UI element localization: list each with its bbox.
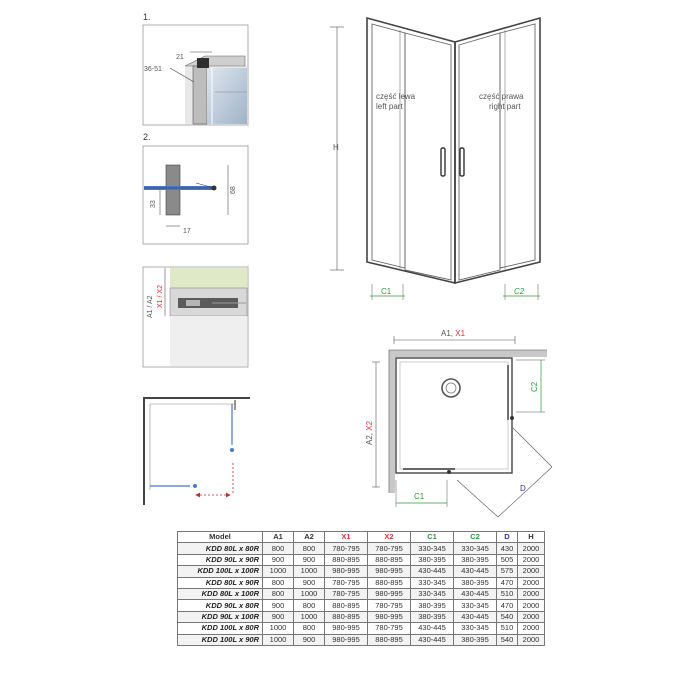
table-cell-c2: 430-445 — [454, 588, 497, 599]
table-cell-c2: 330-345 — [454, 543, 497, 554]
table-cell-c2: 330-345 — [454, 623, 497, 634]
table-cell-a1: 900 — [263, 611, 294, 622]
table-cell-x2: 980-995 — [368, 566, 411, 577]
header-a1: A1 — [263, 532, 294, 543]
table-cell-c2: 380-395 — [454, 577, 497, 588]
table-cell-c1: 330-345 — [411, 588, 454, 599]
table-header-row — [178, 532, 545, 543]
step-2-label: 2. — [143, 132, 151, 142]
table-row — [178, 577, 545, 588]
table-cell-a1: 1000 — [263, 566, 294, 577]
header-model: Model — [178, 532, 263, 543]
left-part-pl: część lewa — [376, 92, 416, 101]
table-row — [178, 634, 545, 645]
detail-4-panel — [143, 398, 250, 505]
table-cell-model: KDD 80L x 90R — [178, 577, 263, 588]
front-view — [330, 18, 540, 300]
table-cell-c1: 380-395 — [411, 554, 454, 565]
table-cell-model: KDD 100L x 80R — [178, 623, 263, 634]
table-cell-a2: 900 — [294, 634, 325, 645]
table-row — [178, 623, 545, 634]
table-cell-x2: 980-995 — [368, 611, 411, 622]
table-cell-model: KDD 90L x 80R — [178, 600, 263, 611]
right-part-en: right part — [489, 102, 521, 111]
table-cell-c1: 380-395 — [411, 600, 454, 611]
header-d: D — [497, 532, 518, 543]
table-cell-c2: 430-445 — [454, 611, 497, 622]
table-cell-x2: 880-895 — [368, 554, 411, 565]
header-h: H — [518, 532, 545, 543]
table-cell-a1: 1000 — [263, 634, 294, 645]
table-cell-model: KDD 100L x 90R — [178, 634, 263, 645]
table-cell-h: 2000 — [518, 566, 545, 577]
dim-33: 33 — [150, 200, 157, 208]
table-cell-x2: 880-895 — [368, 577, 411, 588]
table-cell-a2: 800 — [294, 600, 325, 611]
table-row — [178, 566, 545, 577]
table-cell-x1: 980-995 — [325, 623, 368, 634]
table-cell-d: 470 — [497, 577, 518, 588]
table-cell-model: KDD 80L x 80R — [178, 543, 263, 554]
label-a1-a2: A1 / A2 — [147, 295, 154, 318]
dim-36-51: 36-51 — [144, 66, 162, 73]
table-cell-d: 575 — [497, 566, 518, 577]
plan-c1-label: C1 — [414, 492, 425, 501]
table-cell-a1: 800 — [263, 543, 294, 554]
table-cell-h: 2000 — [518, 600, 545, 611]
right-part-pl: część prawa — [479, 92, 524, 101]
table-cell-x1: 980-995 — [325, 566, 368, 577]
height-label: H — [333, 143, 339, 152]
table-cell-a2: 800 — [294, 623, 325, 634]
table-cell-model: KDD 100L x 100R — [178, 566, 263, 577]
table-cell-h: 2000 — [518, 577, 545, 588]
table-cell-h: 2000 — [518, 588, 545, 599]
plan-c2-label: C2 — [530, 381, 539, 392]
table-cell-c1: 330-345 — [411, 577, 454, 588]
table-row — [178, 554, 545, 565]
header-c1: C1 — [411, 532, 454, 543]
table-cell-a1: 800 — [263, 588, 294, 599]
step-1-label: 1. — [143, 12, 151, 22]
plan-top-label: A1, X1 — [441, 329, 466, 338]
table-cell-c2: 430-445 — [454, 566, 497, 577]
table-cell-a1: 800 — [263, 577, 294, 588]
plan-view — [365, 329, 552, 517]
table-cell-a1: 900 — [263, 554, 294, 565]
table-cell-d: 540 — [497, 611, 518, 622]
table-cell-a2: 1000 — [294, 611, 325, 622]
table-cell-c1: 430-445 — [411, 566, 454, 577]
table-cell-a2: 1000 — [294, 566, 325, 577]
table-cell-d: 505 — [497, 554, 518, 565]
table-cell-h: 2000 — [518, 611, 545, 622]
table-cell-a2: 900 — [294, 554, 325, 565]
dim-17: 17 — [183, 228, 191, 235]
table-cell-a1: 1000 — [263, 623, 294, 634]
table-cell-x2: 980-995 — [368, 588, 411, 599]
table-cell-x1: 980-995 — [325, 634, 368, 645]
plan-side-label: A2, X2 — [365, 420, 374, 445]
left-part-en: left part — [376, 102, 403, 111]
table-cell-d: 540 — [497, 634, 518, 645]
table-cell-h: 2000 — [518, 634, 545, 645]
front-c2-label: C2 — [514, 287, 525, 296]
table-row — [178, 543, 545, 554]
table-cell-model: KDD 80L x 100R — [178, 588, 263, 599]
table-cell-c2: 380-395 — [454, 554, 497, 565]
header-c2: C2 — [454, 532, 497, 543]
table-cell-x1: 780-795 — [325, 588, 368, 599]
detail-3-panel — [143, 267, 248, 367]
table-cell-x1: 880-895 — [325, 554, 368, 565]
table-cell-a2: 1000 — [294, 588, 325, 599]
table-row — [178, 611, 545, 622]
table-cell-d: 510 — [497, 588, 518, 599]
table-cell-c1: 430-445 — [411, 634, 454, 645]
table-cell-x1: 880-895 — [325, 600, 368, 611]
header-x2: X2 — [368, 532, 411, 543]
table-cell-c1: 430-445 — [411, 623, 454, 634]
label-x1-x2: X1 / X2 — [157, 285, 164, 308]
dim-21: 21 — [176, 54, 184, 61]
table-cell-x1: 880-895 — [325, 611, 368, 622]
table-cell-c2: 380-395 — [454, 634, 497, 645]
dim-68: 68 — [230, 186, 237, 194]
table-cell-a1: 900 — [263, 600, 294, 611]
table-cell-a2: 900 — [294, 577, 325, 588]
front-c1-label: C1 — [381, 287, 392, 296]
table-cell-c1: 330-345 — [411, 543, 454, 554]
table-cell-c2: 330-345 — [454, 600, 497, 611]
header-x1: X1 — [325, 532, 368, 543]
table-cell-x2: 780-795 — [368, 543, 411, 554]
header-a2: A2 — [294, 532, 325, 543]
table-cell-h: 2000 — [518, 543, 545, 554]
table-cell-d: 470 — [497, 600, 518, 611]
table-cell-x1: 780-795 — [325, 577, 368, 588]
table-cell-x2: 880-895 — [368, 634, 411, 645]
detail-2-panel — [143, 146, 248, 244]
table-cell-x2: 780-795 — [368, 600, 411, 611]
table-row — [178, 588, 545, 599]
table-cell-model: KDD 90L x 90R — [178, 554, 263, 565]
plan-d-label: D — [520, 484, 526, 493]
table-row — [178, 600, 545, 611]
table-cell-d: 510 — [497, 623, 518, 634]
detail-1-panel — [143, 25, 248, 125]
table-cell-model: KDD 90L x 100R — [178, 611, 263, 622]
table-cell-x1: 780-795 — [325, 543, 368, 554]
table-cell-c1: 380-395 — [411, 611, 454, 622]
table-cell-x2: 780-795 — [368, 623, 411, 634]
spec-table — [177, 531, 545, 646]
table-cell-d: 430 — [497, 543, 518, 554]
table-cell-a2: 800 — [294, 543, 325, 554]
table-cell-h: 2000 — [518, 623, 545, 634]
table-cell-h: 2000 — [518, 554, 545, 565]
